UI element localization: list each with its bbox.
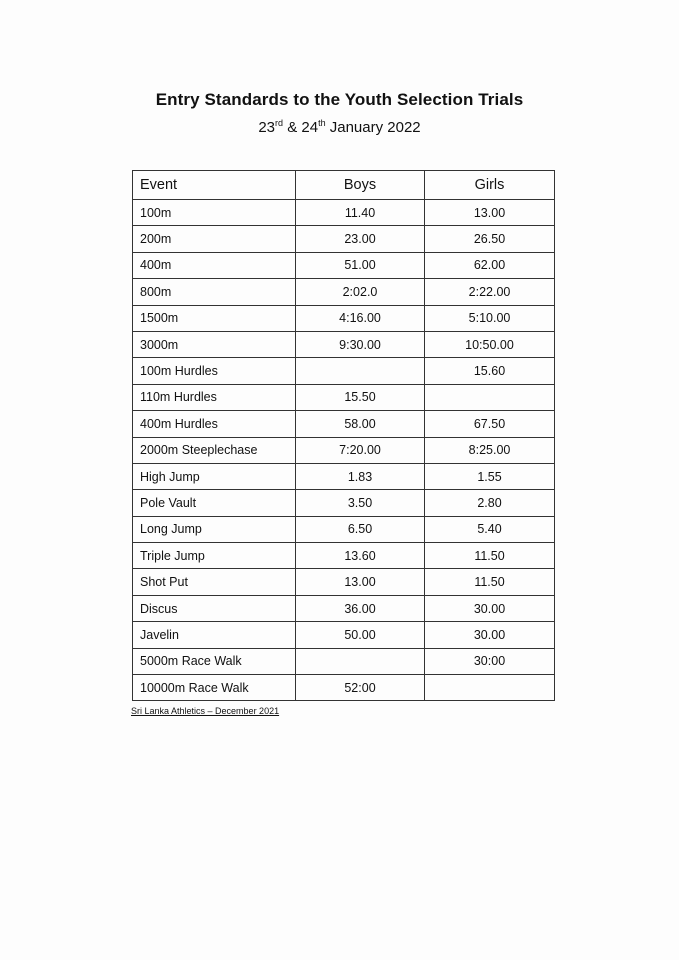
cell-boys: 13.00 [296,569,425,595]
cell-event: 10000m Race Walk [133,675,296,701]
cell-boys: 13.60 [296,543,425,569]
cell-girls: 67.50 [425,411,555,437]
cell-girls: 2:22.00 [425,279,555,305]
table-row [133,463,555,489]
cell-boys: 7:20.00 [296,437,425,463]
cell-girls: 5:10.00 [425,305,555,331]
cell-event: 400m Hurdles [133,411,296,437]
cell-event: 1500m [133,305,296,331]
cell-girls: 11.50 [425,569,555,595]
cell-boys: 58.00 [296,411,425,437]
cell-event: 200m [133,226,296,252]
document-footer: Sri Lanka Athletics – December 2021 [131,706,280,716]
cell-boys: 3.50 [296,490,425,516]
cell-event: Triple Jump [133,543,296,569]
header-girls: Girls [425,171,555,200]
cell-girls [425,384,555,410]
cell-event: 5000m Race Walk [133,648,296,674]
date-joiner: & [283,119,302,136]
cell-event: Pole Vault [133,490,296,516]
table-row [133,252,555,278]
cell-boys: 6.50 [296,516,425,542]
table-row [133,279,555,305]
document-dates [0,119,679,136]
cell-boys: 36.00 [296,595,425,621]
standards-table [132,170,555,701]
table-row [133,490,555,516]
table-row [133,226,555,252]
cell-girls: 30:00 [425,648,555,674]
cell-boys: 51.00 [296,252,425,278]
cell-boys: 52:00 [296,675,425,701]
cell-event: 2000m Steeplechase [133,437,296,463]
cell-event: 800m [133,279,296,305]
table-body [133,200,555,701]
cell-girls: 11.50 [425,543,555,569]
cell-event: 3000m [133,331,296,357]
cell-boys: 4:16.00 [296,305,425,331]
date-day1-suffix: rd [275,118,284,128]
date-rest: January 2022 [325,119,421,136]
cell-girls: 1.55 [425,463,555,489]
cell-girls [425,675,555,701]
cell-event: 400m [133,252,296,278]
date-day2: 24 [301,119,319,136]
cell-event: Shot Put [133,569,296,595]
table-row [133,411,555,437]
header-event: Event [133,171,296,200]
cell-girls: 30.00 [425,595,555,621]
table-header-row [133,171,555,200]
cell-girls: 8:25.00 [425,437,555,463]
cell-boys: 15.50 [296,384,425,410]
cell-girls: 26.50 [425,226,555,252]
cell-girls: 2.80 [425,490,555,516]
cell-event: Long Jump [133,516,296,542]
table-row [133,437,555,463]
date-day2-suffix: th [318,118,326,128]
table-row [133,569,555,595]
table-row [133,331,555,357]
cell-event: 100m [133,200,296,226]
cell-event: High Jump [133,463,296,489]
table-row [133,305,555,331]
cell-girls: 10:50.00 [425,331,555,357]
date-day1: 23 [258,119,276,136]
cell-boys: 23.00 [296,226,425,252]
table-row [133,675,555,701]
cell-event: Javelin [133,622,296,648]
cell-event: Discus [133,595,296,621]
table-row [133,384,555,410]
cell-event: 100m Hurdles [133,358,296,384]
cell-boys: 1.83 [296,463,425,489]
cell-boys [296,648,425,674]
cell-boys: 9:30.00 [296,331,425,357]
cell-girls: 30.00 [425,622,555,648]
cell-event: 110m Hurdles [133,384,296,410]
cell-boys [296,358,425,384]
table-row [133,648,555,674]
header-boys: Boys [296,171,425,200]
table-row [133,622,555,648]
cell-girls: 62.00 [425,252,555,278]
document-title: Entry Standards to the Youth Selection Trials [155,90,524,109]
table-row [133,543,555,569]
cell-girls: 5.40 [425,516,555,542]
table-row [133,595,555,621]
cell-boys: 11.40 [296,200,425,226]
table-row [133,358,555,384]
cell-girls: 15.60 [425,358,555,384]
table-row [133,516,555,542]
table-row [133,200,555,226]
cell-boys: 2:02.0 [296,279,425,305]
cell-boys: 50.00 [296,622,425,648]
cell-girls: 13.00 [425,200,555,226]
